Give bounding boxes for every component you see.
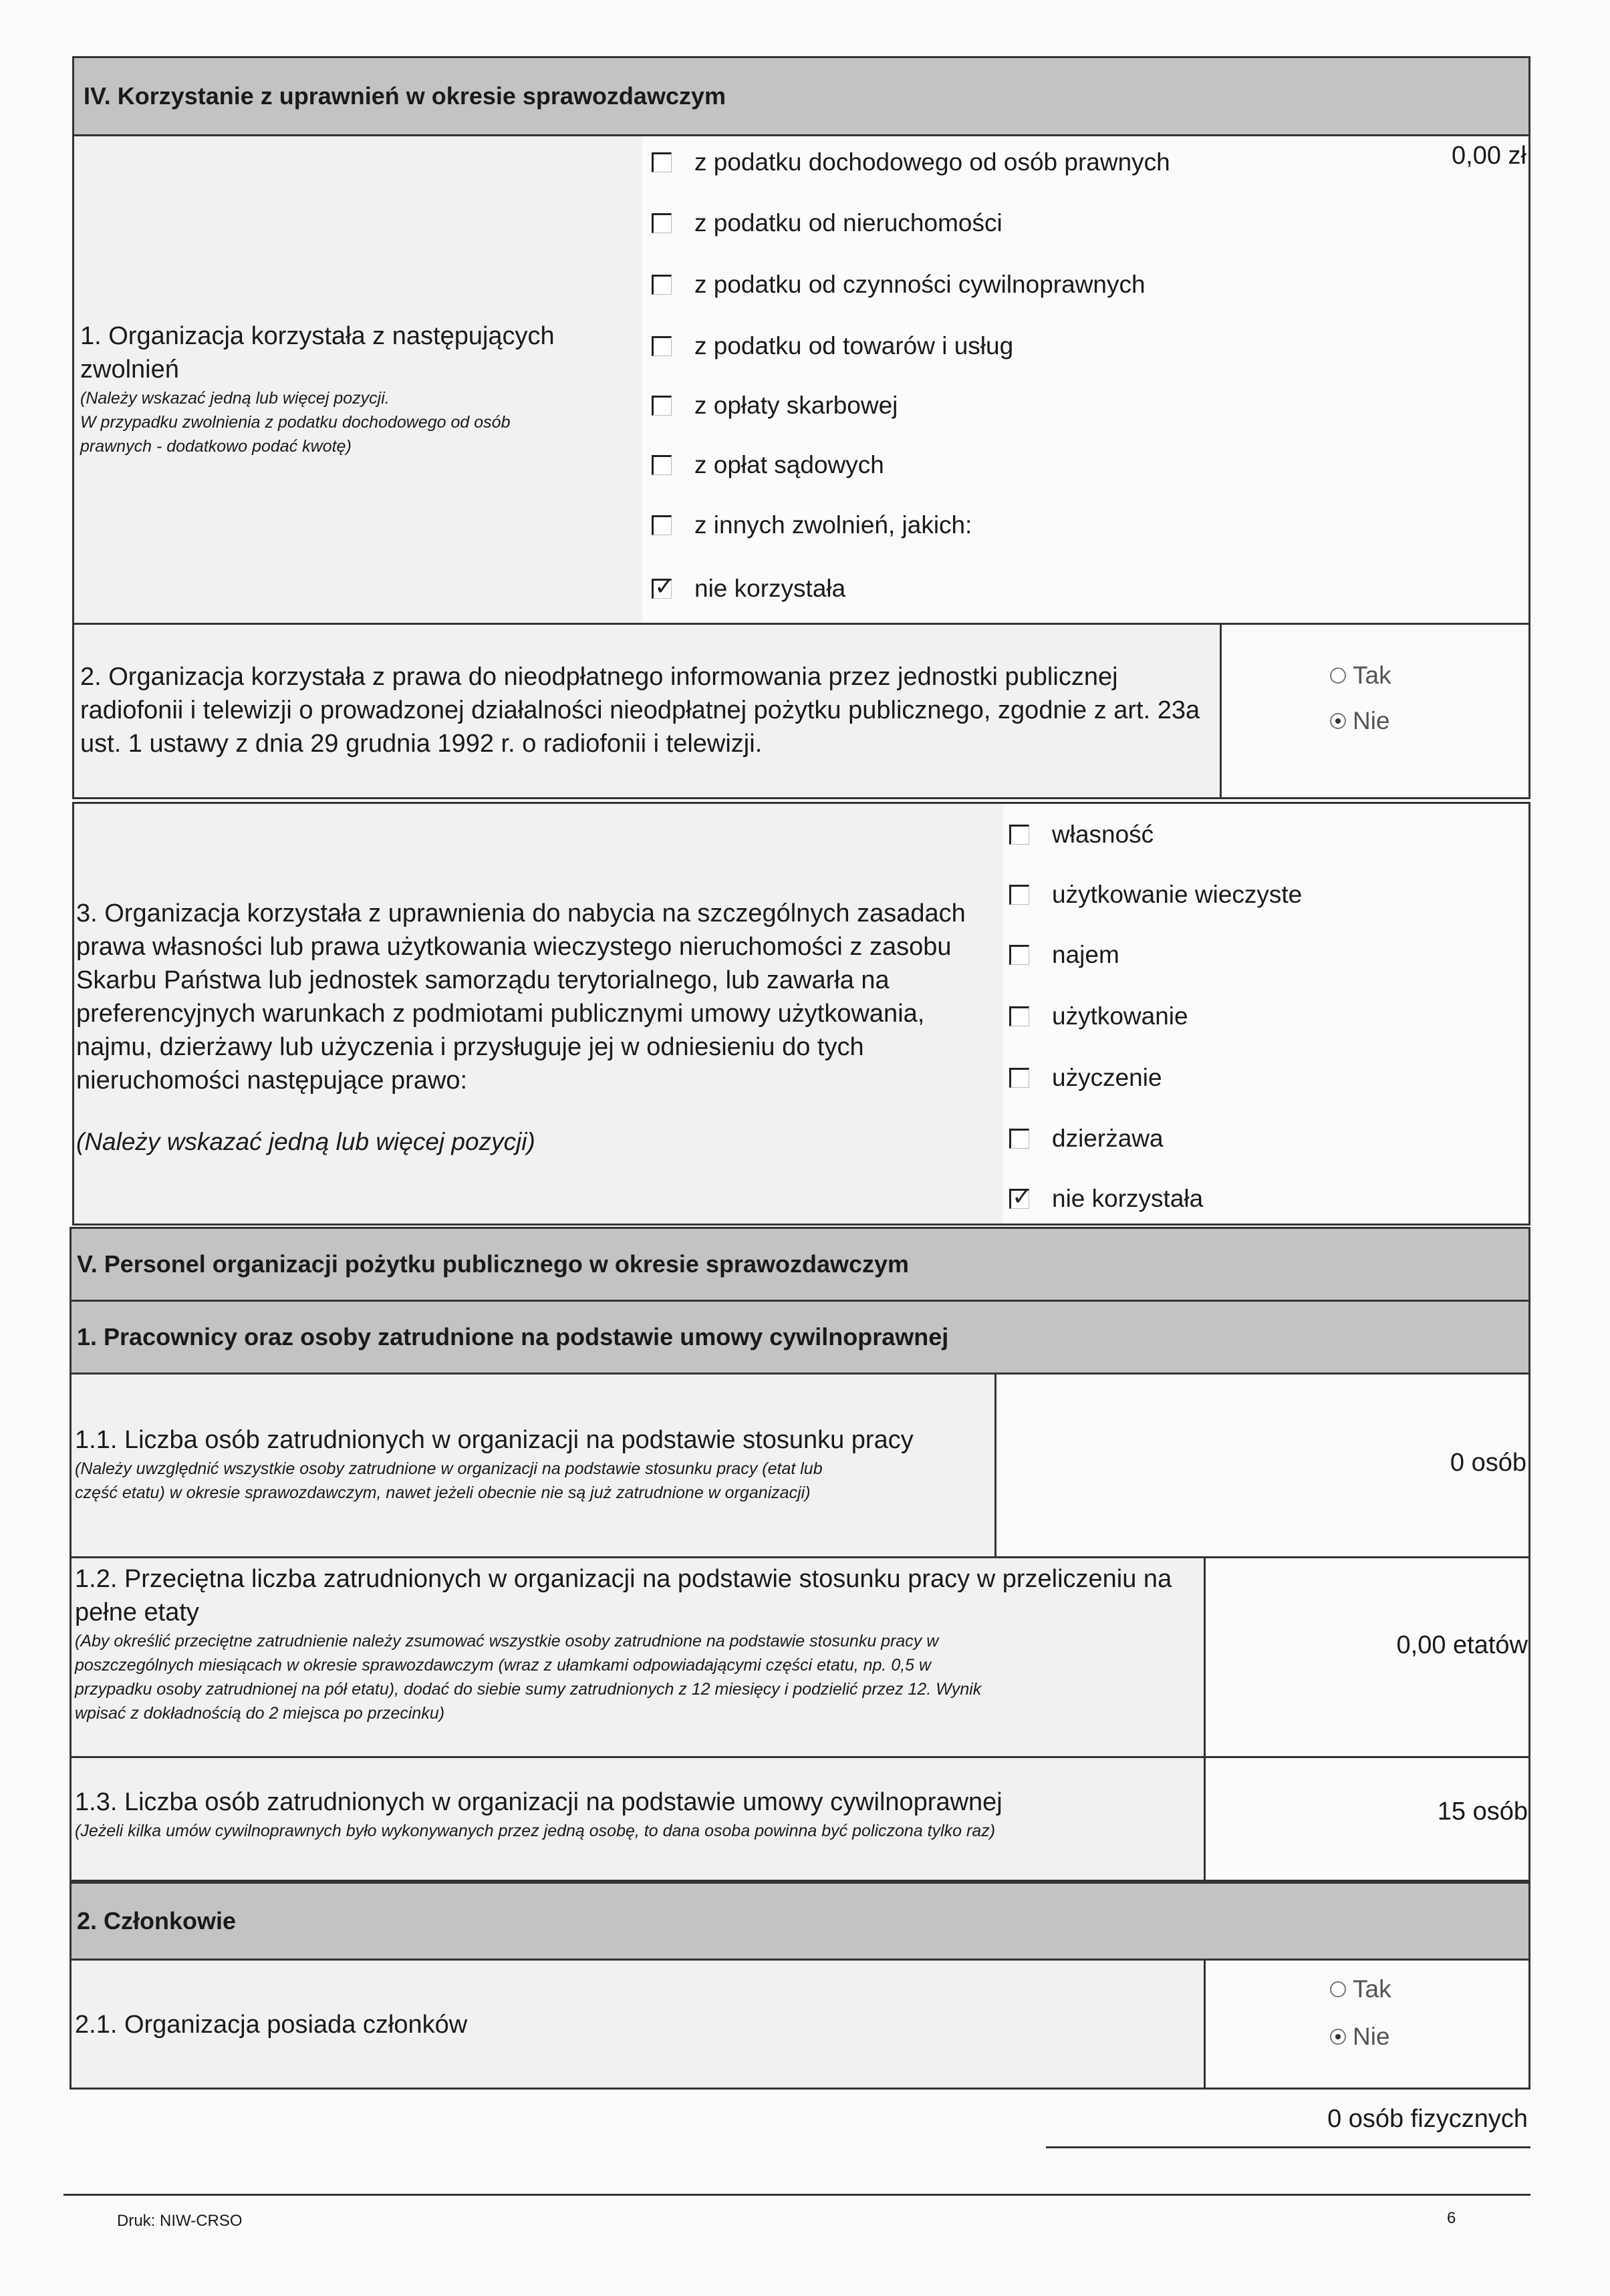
checkbox-checked[interactable] — [652, 579, 672, 599]
r13-value: 15 osób — [1437, 1798, 1528, 1826]
r13-label: 1.3. Liczba osób zatrudnionych w organizacji na podstawie umowy cywilnoprawnej — [75, 1788, 1002, 1816]
option-label: z podatku od czynności cywilnoprawnych — [694, 271, 1146, 298]
checkbox[interactable] — [1009, 945, 1029, 965]
q1-label-block — [80, 319, 628, 458]
q2-label-block — [80, 660, 1216, 760]
section-5-2-title: 2. Członkowie — [77, 1907, 237, 1934]
q3-line-5: najmu, dzierżawy lub użyczenia i przysługuje jej w odniesieniu do tych — [76, 1033, 864, 1061]
radio-label: Tak — [1353, 1975, 1391, 2003]
checkbox[interactable] — [652, 336, 672, 356]
checkbox[interactable] — [652, 213, 672, 233]
option-label: użytkowanie — [1052, 1002, 1188, 1030]
r11-label: 1.1. Liczba osób zatrudnionych w organizacji na podstawie stosunku pracy — [75, 1426, 914, 1454]
r21-radio-yes[interactable] — [1330, 1975, 1391, 2003]
option-label: użytkowanie wieczyste — [1052, 881, 1303, 908]
option-label: nie korzystała — [694, 575, 846, 602]
q1-option-other[interactable] — [652, 511, 972, 539]
option-label: z opłaty skarbowej — [694, 392, 898, 419]
q1-note-2: W przypadku zwolnienia z podatku dochodowego od osób — [80, 413, 511, 432]
q3-line-1: 3. Organizacja korzystała z uprawnienia do nabycia na szczególnych zasadach — [76, 899, 966, 927]
r12-value: 0,00 etatów — [1396, 1631, 1528, 1659]
q3-option-lending[interactable] — [1009, 1064, 1162, 1092]
radio-label: Nie — [1353, 707, 1390, 734]
q1-option-court-fees[interactable] — [652, 451, 884, 479]
r13-label-block — [75, 1785, 1204, 1843]
section-5-1-title: 1. Pracownicy oraz osoby zatrudnione na podstawie umowy cywilnoprawnej — [77, 1323, 949, 1350]
option-label: z podatku dochodowego od osób prawnych — [694, 148, 1170, 176]
q1-option-vat[interactable] — [652, 332, 1013, 360]
q1-option-cit[interactable] — [652, 148, 1170, 176]
option-label: własność — [1052, 821, 1154, 848]
q2-radio-yes[interactable] — [1330, 662, 1391, 690]
q1-option-property-tax[interactable] — [652, 209, 1002, 237]
r11-note-2: część etatu) w okresie sprawozdawczym, nawet jeżeli obecnie nie są już zatrudnione w organizacji) — [75, 1483, 811, 1502]
r12-note-2: poszczególnych miesiącach w okresie sprawozdawczym (wraz z ułamkami odpowiadającymi części etatu, np. 0,5 w — [75, 1656, 932, 1675]
q3-option-ownership[interactable] — [1009, 821, 1154, 849]
section-5-title: V. Personel organizacji pożytku publicznego w okresie sprawozdawczym — [77, 1250, 910, 1278]
section-5-header — [70, 1227, 1530, 1302]
q3-line-2: prawa własności lub prawa użytkowania wieczystego nieruchomości z zasobu — [76, 933, 952, 961]
checkbox[interactable] — [652, 152, 672, 172]
q3-option-none[interactable] — [1009, 1185, 1203, 1213]
q3-option-perpetual-usufruct[interactable] — [1009, 881, 1302, 909]
option-label: dzierżawa — [1052, 1125, 1164, 1152]
option-label: z opłat sądowych — [694, 451, 884, 478]
checkbox[interactable] — [1009, 885, 1029, 905]
r12-note-3: przypadku osoby zatrudnionej na pół etatu), dodać do siebie sumy zatrudnionych z 12 miesięcy i podzielić przez 12. Wynik — [75, 1680, 982, 1699]
footer-divider — [63, 2194, 1530, 2196]
checkbox[interactable] — [652, 275, 672, 295]
r11-value: 0 osób — [1450, 1449, 1526, 1477]
q3-label-block — [76, 897, 998, 1159]
r13-note: (Jeżeli kilka umów cywilnoprawnych było wykonywanych przez jedną osobę, to dana osoba powinna być policzona tylko raz) — [75, 1822, 996, 1840]
q3-option-usage[interactable] — [1009, 1002, 1188, 1030]
radio-label: Nie — [1353, 2023, 1390, 2050]
r12-label-block — [75, 1562, 1204, 1725]
print-label: Druk: NIW-CRSO — [117, 2212, 243, 2230]
option-label: z podatku od nieruchomości — [694, 209, 1002, 237]
q1-note-3: prawnych - dodatkowo podać kwotę) — [80, 437, 352, 456]
section-5-2-header — [70, 1882, 1530, 1961]
q2-line-3: ust. 1 ustawy z dnia 29 grudnia 1992 r. o radiofonii i telewizji. — [80, 730, 763, 758]
checkbox[interactable] — [652, 515, 672, 535]
checkbox[interactable] — [1009, 825, 1029, 845]
radio-selected[interactable] — [1330, 2029, 1346, 2045]
option-label: użyczenie — [1052, 1064, 1162, 1091]
q2-radio-no[interactable] — [1330, 707, 1390, 735]
q3-option-rent[interactable] — [1009, 941, 1119, 969]
section-5-1-header — [70, 1300, 1530, 1375]
radio[interactable] — [1330, 668, 1346, 684]
r21-label: 2.1. Organizacja posiada członków — [75, 2011, 468, 2039]
r21-radio-no[interactable] — [1330, 2023, 1390, 2051]
q1-note-1: (Należy wskazać jedną lub więcej pozycji. — [80, 389, 390, 408]
members-count-underline — [1046, 2146, 1530, 2148]
checkbox[interactable] — [652, 396, 672, 416]
checkbox[interactable] — [1009, 1068, 1029, 1088]
q2-line-2: radiofonii i telewizji o prowadzonej działalności nieodpłatnej pożytku publicznego, zgodnie z art. 23a — [80, 696, 1200, 724]
option-label: najem — [1052, 941, 1119, 968]
r11-note-1: (Należy uwzględnić wszystkie osoby zatrudnione w organizacji na podstawie stosunku pracy (etat lub — [75, 1459, 823, 1478]
section-4-title: IV. Korzystanie z uprawnień w okresie sprawozdawczym — [84, 82, 726, 110]
r12-note-1: (Aby określić przeciętne zatrudnienie należy zsumować wszystkie osoby zatrudnione na podstawie stosunku pracy w — [75, 1632, 939, 1651]
q3-line-3: Skarbu Państwa lub jednostek samorządu terytorialnego, lub zawarła na — [76, 966, 890, 994]
q3-note: (Należy wskazać jedną lub więcej pozycji) — [76, 1128, 535, 1155]
q3-option-lease[interactable] — [1009, 1125, 1164, 1153]
section-4-header — [72, 56, 1530, 136]
q1-option-stamp-duty[interactable] — [652, 392, 898, 420]
option-label: nie korzystała — [1052, 1185, 1204, 1212]
q1-amount: 0,00 zł — [1452, 142, 1526, 170]
option-label: z podatku od towarów i usług — [694, 332, 1014, 360]
radio-selected[interactable] — [1330, 713, 1346, 729]
q2-line-1: 2. Organizacja korzystała z prawa do nieodpłatnego informowania przez jednostki publicznej — [80, 663, 1118, 691]
q1-label: 1. Organizacja korzystała z następujących zwolnień — [80, 322, 555, 384]
q1-option-civil-law-tax[interactable] — [652, 271, 1146, 299]
r11-label-block — [75, 1423, 990, 1505]
r12-note-4: wpisać z dokładnością do 2 miejsca po przecinku) — [75, 1704, 445, 1723]
checkbox[interactable] — [1009, 1006, 1029, 1026]
q1-option-none[interactable] — [652, 575, 845, 603]
radio-label: Tak — [1353, 662, 1391, 689]
members-count: 0 osób fizycznych — [1327, 2105, 1528, 2133]
checkbox[interactable] — [1009, 1129, 1029, 1149]
r12-label-1: 1.2. Przeciętna liczba zatrudnionych w organizacji na podstawie stosunku pracy w przeliczeniu na — [75, 1565, 1172, 1593]
radio[interactable] — [1330, 1981, 1346, 1997]
checkbox[interactable] — [652, 455, 672, 475]
page-number: 6 — [1447, 2209, 1456, 2227]
r12-label-2: pełne etaty — [75, 1598, 199, 1626]
checkbox-checked[interactable] — [1009, 1189, 1029, 1209]
q3-line-4: preferencyjnych warunkach z podmiotami publicznymi umowy użytkowania, — [76, 1000, 925, 1028]
q3-line-6: nieruchomości następujące prawo: — [76, 1066, 468, 1095]
option-label: z innych zwolnień, jakich: — [694, 511, 972, 539]
